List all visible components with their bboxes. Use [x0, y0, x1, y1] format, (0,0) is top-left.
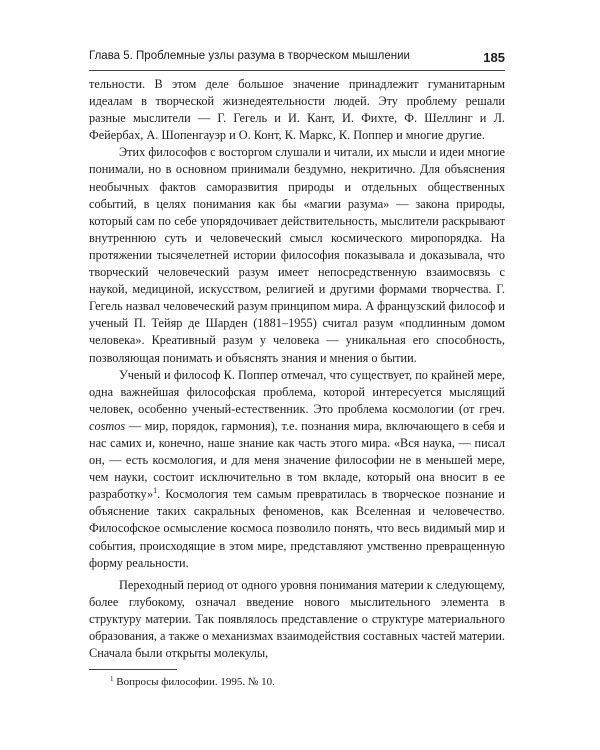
footnote — [110, 675, 500, 689]
paragraph-1: тельности. В этом деле большое значение принадлежит гуманитарным идеалам в творческой жизнедеятельности людей. Эту проблему решали разные мыслители — Г. Гегель и И. Кант, И. Фихте, Ф. Шеллинг и Л. Фейербах, А. Шопенгауэр и О. Конт, К. Маркс, К. Поппер и многие другие. — [89, 77, 505, 143]
running-header — [89, 50, 505, 68]
paragraph-3-part-3: . Космология тем самым превратилась в творческое познание и объяснение таких сакральных феноменов, как Вселенная и человечество. Философское осмысление космоса позволило понять, что весь видимый мир и события, происходящие в этом мире, представляют умственно превращенную форму реальности. — [89, 487, 505, 570]
paragraph-4: Переходный период от одного уровня понимания материи к следующему, более глубокому, означал введение нового мыслительного элемента в структуру материи. Так появлялось представление о структуре материального образования, а также о механизмах взаимодействия составных частей материи. Сначала были открыты молекулы, — [89, 577, 505, 661]
page-number: 185 — [483, 50, 505, 65]
chapter-title: Глава 5. Проблемные узлы разума в творческом мышлении — [89, 50, 410, 62]
footnote-rule — [89, 669, 177, 670]
paragraph-2: Этих философов с восторгом слушали и читали, их мысли и идеи многие понимали, но в основном принимали бездумно, некритично. Для объяснения необычных фактов саморазвития природы и отдельных общественных событий, в целях понимания как бы «магии разума» — закона природы, который сам по себе упорядочивает действительность, мыслители раскрывают внутреннюю суть и человеческий смысл космического миропорядка. На протяжении тысячелетней истории философия показывала и доказывала, что творческий человеческий разум имеет непосредственную взаимосвязь с наукой, медициной, искусством, религией и другими формами творчества. Г. Гегель назвал человеческий разум принципом мира. А французский философ и ученый П. Тейяр де Шарден (1881–1955) считал разум «подлинным домом человека». Креативный разум у человека — уникальная его способность, позволяющая понимать и объяснять знания и мнения о бытии. — [89, 145, 505, 365]
footnote-reference[interactable]: 1 — [153, 486, 158, 496]
paragraph-3-part-2: — мир, порядок, гармония), т.е. познания мира, включающего в себя и нас самих и, конечно, наше знание как часть этого мира. «Вся наука, — писал он, — есть космология, и для меня значение философии не в меньшей мере, чем науки, состоит исключительно в том вкладе, который она вносит в ее разработку» — [89, 418, 505, 502]
paragraph-3 — [89, 367, 505, 572]
term-cosmos: cosmos — [89, 418, 126, 433]
body-text — [89, 76, 505, 662]
header-rule — [89, 70, 505, 71]
paragraph-3-part-1: Ученый и философ К. Поппер отмечал, что существует, по крайней мере, одна важнейшая философская проблема, которой интересуется мыслящий человек, особенно ученый-естественник. Это проблема космологии (от греч. — [89, 367, 505, 416]
footnote-text: Вопросы философии. 1995. № 10. — [116, 676, 275, 688]
footnote-marker: 1 — [110, 675, 114, 683]
